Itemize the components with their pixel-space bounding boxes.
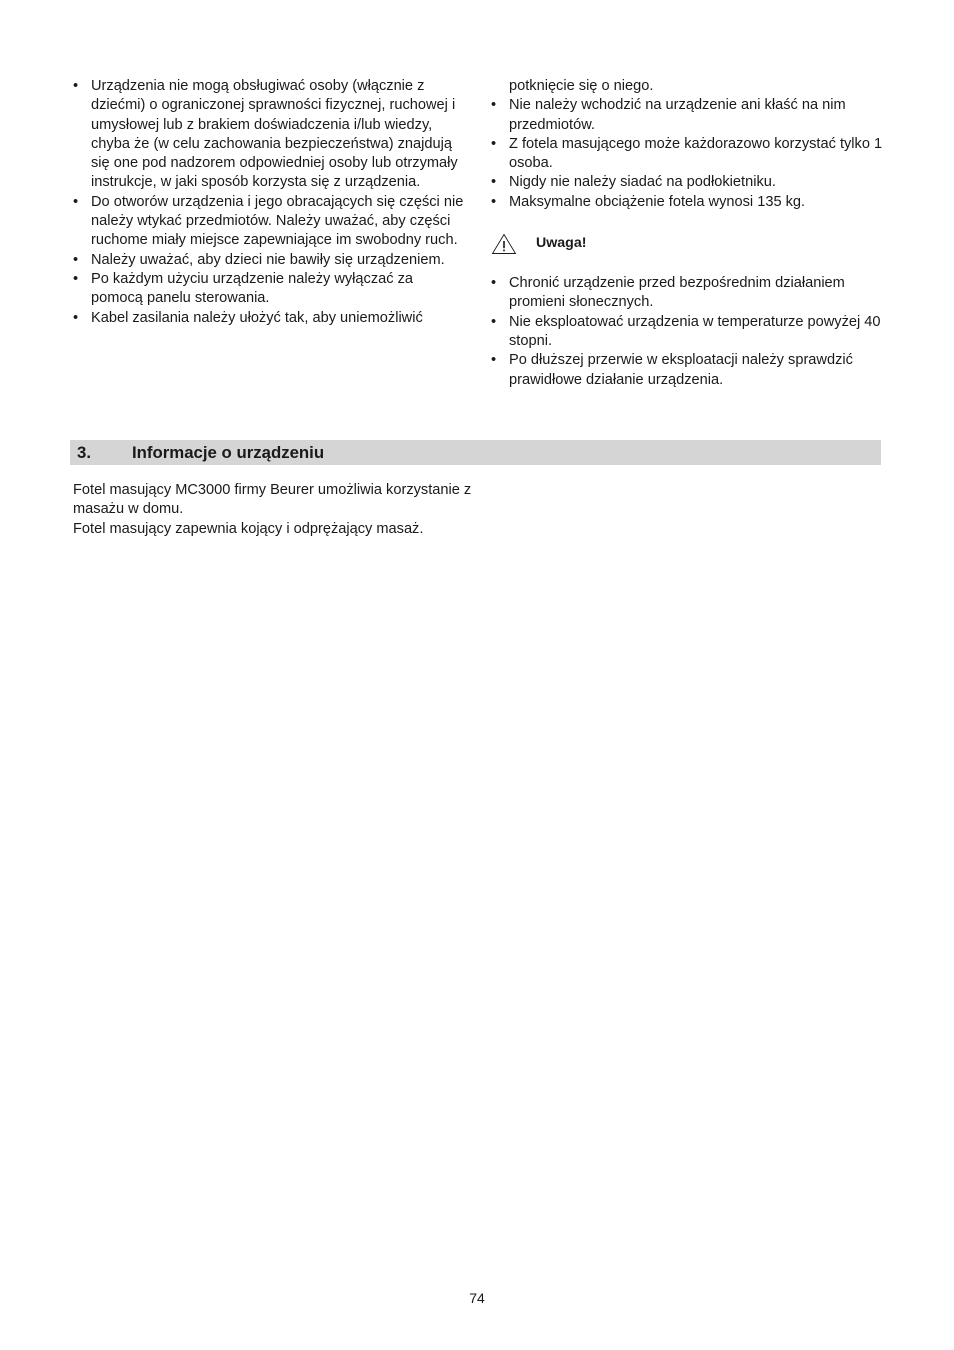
warning-heading: [491, 233, 886, 255]
left-column: [73, 77, 465, 328]
paragraph: Fotel masujący zapewnia kojący i odprężający masaż.: [73, 520, 424, 537]
list-item: • Po każdym użyciu urządzenie należy wyłączać za pomocą panelu sterowania.: [73, 270, 465, 309]
section-heading: [70, 440, 881, 465]
list-item: • Nie należy wchodzić na urządzenie ani kłaść na nim przedmiotów.: [491, 96, 886, 135]
section-title: Informacje o urządzeniu: [132, 442, 325, 462]
section-body: [73, 481, 493, 539]
list-item: • Należy uważać, aby dzieci nie bawiły się urządzeniem.: [73, 251, 465, 270]
list-item: • Nie eksploatować urządzenia w temperaturze powyżej 40 stopni.: [491, 313, 886, 352]
paragraph: Fotel masujący MC3000 firmy Beurer umożliwia korzystanie z masażu w domu.: [73, 482, 472, 518]
safety-bullet-list: [73, 77, 465, 328]
list-item: • Urządzenia nie mogą obsługiwać osoby (włącznie z dziećmi) o ograniczonej sprawności fizycznej, ruchowej i umysłowej lub z brakiem doświadczenia i/lub wiedzy, chyba że (w celu zachowania bezpieczeństwa) znajdują się one pod nadzorem odpowiedniej osoby lub otrzymały instrukcje, w jaki sposób korzysta się z urządzenia.: [73, 77, 465, 193]
list-item: • Kabel zasilania należy ułożyć tak, aby uniemożliwić: [73, 309, 465, 328]
warning-label: Uwaga!: [536, 235, 587, 252]
warning-bullet-list: [491, 274, 886, 390]
list-item: • Do otworów urządzenia i jego obracających się części nie należy wtykać przedmiotów. Należy uważać, aby części ruchome miały miejsce zapewniające im swobodny ruch.: [73, 193, 465, 251]
list-item-continuation: potknięcie się o niego.: [509, 78, 654, 94]
warning-triangle-icon: [491, 233, 517, 255]
list-item: • Chronić urządzenie przed bezpośrednim działaniem promieni słonecznych.: [491, 274, 886, 313]
list-item: • Po dłuższej przerwie w eksploatacji należy sprawdzić prawidłowe działanie urządzenia.: [491, 351, 886, 390]
section-number: 3.: [77, 442, 91, 462]
list-item: • Nigdy nie należy siadać na podłokietniku.: [491, 173, 886, 192]
list-item: • Maksymalne obciążenie fotela wynosi 135 kg.: [491, 193, 886, 212]
safety-bullet-list: [491, 96, 886, 212]
page-number: 74: [469, 1290, 485, 1306]
list-item: • Z fotela masującego może każdorazowo korzystać tylko 1 osoba.: [491, 135, 886, 174]
right-column: [491, 77, 886, 390]
